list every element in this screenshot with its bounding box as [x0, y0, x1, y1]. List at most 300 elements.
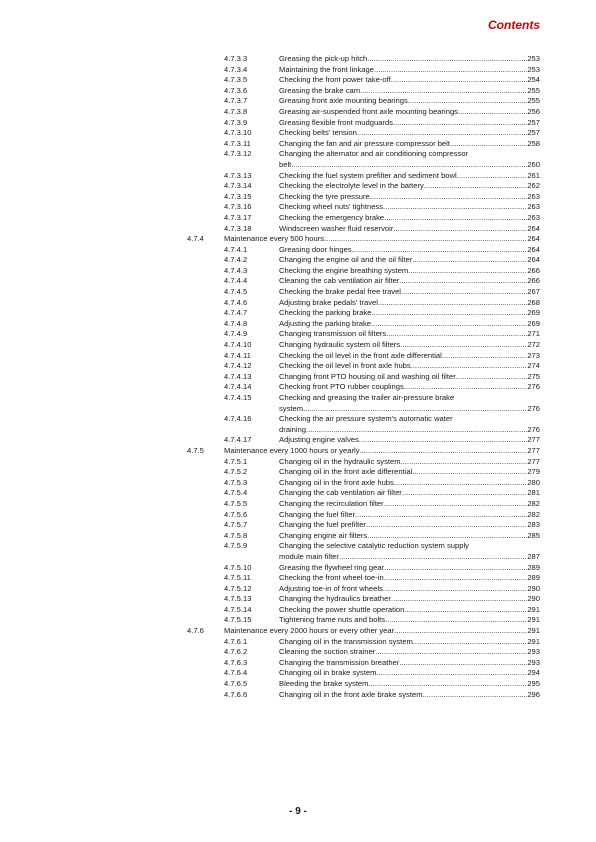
toc-entry-number: 4.7.5.2 — [224, 467, 248, 477]
toc-entry-number: 4.7.3.12 — [224, 149, 252, 159]
toc-entry-title-block — [279, 340, 540, 351]
toc-entry-page: 266 — [527, 276, 540, 286]
toc-entry[interactable] — [0, 149, 596, 170]
toc-entry-title: Changing oil in the front axle brake system — [279, 689, 423, 699]
toc-entry-title: Checking wheel nuts' tightness — [279, 202, 384, 212]
toc-entry-page: 291 — [527, 604, 540, 614]
dot-leader — [366, 520, 527, 531]
toc-entry-number: 4.7.5.13 — [224, 594, 252, 604]
toc-entry-title: Changing oil in the front axle hubs — [279, 477, 394, 487]
toc-entry-title-block — [279, 457, 540, 468]
toc-entry-leader-line — [279, 54, 540, 65]
toc-entry-title: Adjusting toe-in of front wheels — [279, 583, 383, 593]
toc-entry-title-block — [279, 287, 540, 298]
toc-entry-number: 4.7.5.7 — [224, 520, 248, 530]
toc-entry[interactable] — [0, 192, 596, 203]
toc-entry-leader-line — [279, 573, 540, 584]
toc-entry-page: 291 — [527, 636, 540, 646]
toc-entry-title: Maintenance every 2000 hours or every other year — [224, 626, 395, 636]
toc-entry-leader-line — [279, 425, 540, 436]
toc-entry-number: 4.7.4.11 — [224, 350, 251, 360]
toc-entry-page: 274 — [527, 361, 540, 371]
dot-leader — [424, 181, 528, 192]
toc-entry[interactable] — [0, 213, 596, 224]
toc-entry-number: 4.7.5.4 — [224, 488, 248, 498]
toc-entry-leader-line — [279, 171, 540, 182]
toc-entry-leader-line — [279, 382, 540, 393]
dot-leader — [394, 626, 527, 637]
toc-section-entry[interactable] — [0, 626, 596, 637]
toc-entry[interactable] — [0, 86, 596, 97]
toc-entry-title-block — [279, 75, 540, 86]
dot-leader — [391, 75, 528, 86]
toc-entry[interactable] — [0, 584, 596, 595]
toc-entry-page: 268 — [527, 297, 540, 307]
dot-leader — [408, 266, 527, 277]
toc-entry-title-block — [279, 499, 540, 510]
toc-entry-title-block — [279, 647, 540, 658]
toc-entry-title: Changing the cab ventilation air filter — [279, 488, 402, 498]
dot-leader — [391, 594, 527, 605]
toc-entry-leader-line — [279, 605, 540, 616]
toc-entry-page: 290 — [527, 594, 540, 604]
toc-entry[interactable] — [0, 276, 596, 287]
toc-entry-title-block — [279, 668, 540, 679]
toc-entry-title: Windscreen washer fluid reservoir — [279, 223, 394, 233]
toc-entry-title: Checking the oil level in the front axle differential — [279, 350, 442, 360]
toc-entry-number: 4.7.5.10 — [224, 562, 252, 572]
toc-entry-number: 4.7.4.17 — [224, 435, 252, 445]
toc-entry[interactable] — [0, 171, 596, 182]
toc-entry-title: Checking front PTO rubber couplings — [279, 382, 404, 392]
toc-entry-number: 4.7.4.9 — [224, 329, 248, 339]
dot-leader — [442, 351, 528, 362]
dot-leader — [393, 118, 527, 129]
toc-entry-title-block — [279, 372, 540, 383]
toc-entry-number: 4.7.6.2 — [224, 647, 248, 657]
toc-entry[interactable] — [0, 435, 596, 446]
toc-entry-title: Checking the air pressure system's automatic water — [279, 414, 453, 424]
toc-entry[interactable] — [0, 128, 596, 139]
dot-leader — [352, 245, 528, 256]
toc-entry[interactable] — [0, 54, 596, 65]
toc-entry-title: Maintenance every 1000 hours or yearly — [224, 445, 360, 455]
dot-leader — [367, 54, 527, 65]
toc-entry-page: 261 — [527, 170, 540, 180]
toc-entry-number: 4.7.4.6 — [224, 297, 248, 307]
toc-entry-title-block — [279, 520, 540, 531]
toc-entry-number: 4.7.6.4 — [224, 668, 248, 678]
toc-entry[interactable] — [0, 266, 596, 277]
toc-entry-leader-line — [279, 192, 540, 203]
dot-leader — [385, 615, 527, 626]
toc-entry-title-block — [279, 382, 540, 393]
toc-entry-title: Changing oil in the hydraulic system — [279, 456, 401, 466]
toc-entry-title-block — [279, 435, 540, 446]
toc-entry-leader-line — [279, 65, 540, 76]
toc-entry-title-block — [279, 584, 540, 595]
toc-entry[interactable] — [0, 605, 596, 616]
toc-section-entry[interactable] — [0, 446, 596, 457]
toc-entry-page: 281 — [527, 488, 540, 498]
toc-entry-number: 4.7.3.7 — [224, 96, 248, 106]
dot-leader — [386, 329, 527, 340]
toc-entry-leader-line — [279, 351, 540, 362]
toc-entry-number: 4.7.3.17 — [224, 212, 252, 222]
toc-entry-title: Greasing the brake cam — [279, 85, 361, 95]
toc-entry-page: 289 — [527, 573, 540, 583]
toc-entry-title: Checking the oil level in front axle hubs — [279, 361, 411, 371]
toc-entry-leader-line — [279, 510, 540, 521]
toc-entry-title: Greasing front axle mounting bearings — [279, 96, 408, 106]
toc-entry-title-block — [279, 531, 540, 542]
toc-entry-title: Checking the emergency brake — [279, 212, 385, 222]
toc-entry-number: 4.7.3.15 — [224, 191, 252, 201]
toc-entry-number: 4.7.5.14 — [224, 604, 252, 614]
toc-entry-leader-line — [279, 361, 540, 372]
toc-entry-title: Checking the front power take-off — [279, 75, 391, 85]
toc-entry-page: 273 — [527, 350, 540, 360]
toc-entry[interactable] — [0, 139, 596, 150]
toc-entry-number: 4.7.4.12 — [224, 361, 252, 371]
toc-entry-title: Greasing the pick-up hitch — [279, 54, 368, 63]
dot-leader — [303, 404, 527, 415]
toc-entry-page: 255 — [527, 85, 540, 95]
toc-entry-page: 277 — [527, 445, 540, 455]
toc-entry[interactable] — [0, 245, 596, 256]
toc-entry[interactable] — [0, 457, 596, 468]
toc-entry-page: 279 — [527, 467, 540, 477]
toc-entry-title: Checking and greasing the trailer air-pressure brake — [279, 393, 455, 402]
toc-entry-title: Maintenance every 500 hours — [224, 234, 325, 244]
toc-entry-number: 4.7.3.18 — [224, 223, 252, 233]
toc-entry[interactable] — [0, 393, 596, 414]
toc-entry-title-block — [279, 615, 540, 626]
toc-entry[interactable] — [0, 414, 596, 435]
dot-leader — [369, 679, 528, 690]
toc-entry-number: 4.7.4.14 — [224, 382, 252, 392]
toc-entry[interactable] — [0, 181, 596, 192]
toc-section-entry[interactable] — [0, 234, 596, 245]
toc-entry-title-block — [279, 510, 540, 521]
dot-leader — [384, 573, 528, 584]
toc-entry-page: 253 — [527, 54, 540, 63]
toc-entry-page: 296 — [527, 689, 540, 699]
toc-entry[interactable] — [0, 679, 596, 690]
dot-leader — [360, 86, 527, 97]
toc-entry-title-block — [279, 308, 540, 319]
dot-leader — [371, 308, 527, 319]
toc-entry[interactable] — [0, 690, 596, 701]
dot-leader — [384, 563, 527, 574]
toc-entry[interactable] — [0, 382, 596, 393]
dot-leader — [423, 690, 528, 701]
toc-entry-leader-line — [279, 202, 540, 213]
toc-entry[interactable] — [0, 647, 596, 658]
toc-entry-leader-line — [279, 96, 540, 107]
toc-entry-number: 4.7.3.14 — [224, 181, 252, 191]
dot-leader — [339, 552, 527, 563]
toc-entry-leader-line — [279, 329, 540, 340]
dot-leader — [399, 276, 527, 287]
toc-entry[interactable] — [0, 65, 596, 76]
toc-entry-title: module main filter — [279, 551, 339, 561]
toc-entry-number: 4.7.4.15 — [224, 393, 252, 402]
toc-entry-number: 4.7.4.10 — [224, 340, 252, 350]
dot-leader — [383, 202, 527, 213]
toc-entry-page: 275 — [527, 371, 540, 381]
toc-entry-page: 291 — [527, 626, 540, 636]
toc-entry-number: 4.7.3.3 — [224, 54, 248, 63]
toc-entry-title-block — [279, 467, 540, 478]
toc-entry[interactable] — [0, 224, 596, 235]
toc-entry-page: 260 — [527, 159, 540, 169]
dot-leader — [378, 298, 527, 309]
toc-entry[interactable] — [0, 668, 596, 679]
toc-entry[interactable] — [0, 541, 596, 562]
toc-entry-title: Maintaining the front linkage — [279, 64, 374, 74]
dot-leader — [394, 478, 528, 489]
toc-entry-page: 263 — [527, 212, 540, 222]
toc-entry-title: Checking the engine breathing system — [279, 265, 409, 275]
toc-entry-page: 280 — [527, 477, 540, 487]
toc-entry-page: 254 — [527, 75, 540, 85]
toc-entry[interactable] — [0, 107, 596, 118]
toc-entry[interactable] — [0, 329, 596, 340]
toc-entry-title-block — [279, 149, 540, 170]
toc-entry-title-block — [279, 245, 540, 256]
toc-entry-title-block — [279, 690, 540, 701]
toc-entry-page: 255 — [527, 96, 540, 106]
toc-entry-title-block — [224, 626, 540, 637]
dot-leader — [399, 658, 527, 669]
toc-entry[interactable] — [0, 298, 596, 309]
toc-entry-title-block — [279, 605, 540, 616]
toc-entry-page: 285 — [527, 530, 540, 540]
toc-entry-page: 269 — [527, 308, 540, 318]
toc-entry-leader-line — [279, 615, 540, 626]
toc-entry-title-block — [279, 351, 540, 362]
dot-leader — [359, 435, 528, 446]
toc-entry-title: draining — [279, 424, 307, 434]
toc-entry-leader-line — [224, 234, 540, 245]
dot-leader — [412, 467, 527, 478]
dot-leader — [408, 96, 528, 107]
toc-entry[interactable] — [0, 531, 596, 542]
toc-entry-leader-line — [279, 118, 540, 129]
toc-entry-title-block — [279, 414, 540, 435]
toc-entry-title: Changing the hydraulics breather — [279, 594, 391, 604]
toc-entry-title-block — [224, 234, 540, 245]
toc-entry-leader-line — [279, 668, 540, 679]
dot-leader — [404, 605, 527, 616]
toc-entry-title-block — [279, 181, 540, 192]
toc-entry-page: 277 — [527, 456, 540, 466]
toc-entry-leader-line — [279, 499, 540, 510]
toc-entry-title-block — [279, 594, 540, 605]
toc-entry-title: Changing oil in brake system — [279, 668, 377, 678]
toc-entry-leader-line — [279, 478, 540, 489]
toc-entry-number: 4.7.4.13 — [224, 371, 252, 381]
toc-entry-leader-line — [279, 319, 540, 330]
toc-entry-leader-line — [279, 531, 540, 542]
toc-entry-title: Changing the selective catalytic reduction system supply — [279, 541, 469, 551]
toc-entry-title: belt — [279, 159, 292, 169]
dot-leader — [400, 340, 527, 351]
toc-entry[interactable] — [0, 573, 596, 584]
toc-entry-number: 4.7.3.5 — [224, 75, 248, 85]
dot-leader — [411, 361, 528, 372]
toc-entry[interactable] — [0, 520, 596, 531]
toc-entry-number: 4.7.6 — [187, 626, 204, 636]
dot-leader — [324, 234, 527, 245]
dot-leader — [401, 287, 527, 298]
toc-entry-leader-line — [279, 308, 540, 319]
toc-entry-page: 276 — [527, 403, 540, 413]
toc-entry-title: Greasing air-suspended front axle mounting bearings — [279, 106, 458, 116]
toc-entry-title: Checking the parking brake — [279, 308, 372, 318]
dot-leader — [370, 192, 528, 203]
toc-entry-title-block — [279, 541, 540, 562]
toc-entry-number: 4.7.5.3 — [224, 477, 248, 487]
toc-entry-page: 266 — [527, 265, 540, 275]
toc-entry[interactable] — [0, 202, 596, 213]
toc-entry[interactable] — [0, 467, 596, 478]
toc-entry-title: Changing the recirculation filter — [279, 498, 384, 508]
toc-entry-leader-line — [224, 626, 540, 637]
toc-entry-title-block — [279, 255, 540, 266]
toc-entry-page: 262 — [527, 181, 540, 191]
toc-entry[interactable] — [0, 351, 596, 362]
toc-entry-title-block — [279, 658, 540, 669]
toc-entry-leader-line — [279, 563, 540, 574]
toc-entry-page: 283 — [527, 520, 540, 530]
toc-entry-title: Checking the tyre pressure — [279, 191, 370, 201]
toc-entry-page: 282 — [527, 498, 540, 508]
toc-entry-leader-line — [279, 584, 540, 595]
toc-entry-title: Changing the fuel prefilter — [279, 520, 366, 530]
dot-leader — [458, 107, 527, 118]
toc-entry-number: 4.7.3.11 — [224, 138, 251, 148]
toc-entry[interactable] — [0, 118, 596, 129]
dot-leader — [384, 213, 527, 224]
toc-entry-title: Checking the power shuttle operation — [279, 604, 405, 614]
dot-leader — [413, 637, 528, 648]
dot-leader — [360, 446, 528, 457]
toc-entry-title-block — [279, 573, 540, 584]
toc-entry[interactable] — [0, 499, 596, 510]
dot-leader — [401, 457, 528, 468]
toc-entry-title: Changing front PTO housing oil and washing oil filter — [279, 371, 456, 381]
dot-leader — [367, 531, 527, 542]
toc-entry-page: 256 — [527, 106, 540, 116]
toc-entry-title-block — [279, 118, 540, 129]
toc-entry-page: 295 — [527, 679, 540, 689]
toc-entry-page: 289 — [527, 562, 540, 572]
toc-entry[interactable] — [0, 308, 596, 319]
toc-entry[interactable] — [0, 478, 596, 489]
toc-entry[interactable] — [0, 615, 596, 626]
dot-leader — [374, 65, 527, 76]
toc-entry-number: 4.7.5.6 — [224, 509, 248, 519]
toc-entry[interactable] — [0, 637, 596, 648]
dot-leader — [384, 499, 528, 510]
toc-entry-leader-line — [279, 75, 540, 86]
toc-entry-title-block — [279, 488, 540, 499]
toc-entry-page: 264 — [527, 234, 540, 244]
page-header-title: Contents — [488, 18, 540, 32]
toc-entry[interactable] — [0, 372, 596, 383]
toc-entry-title-block — [279, 637, 540, 648]
toc-entry-title: Greasing the flywheel ring gear — [279, 562, 385, 572]
toc-entry[interactable] — [0, 658, 596, 669]
toc-entry-title: Changing engine air filters — [279, 530, 368, 540]
toc-entry-leader-line — [279, 86, 540, 97]
toc-entry-title: Changing oil in the front axle differential — [279, 467, 413, 477]
toc-entry-title-block — [279, 213, 540, 224]
toc-entry[interactable] — [0, 75, 596, 86]
toc-entry[interactable] — [0, 361, 596, 372]
toc-entry-leader-line — [279, 404, 540, 415]
toc-entry-title: Greasing door hinges — [279, 244, 352, 254]
toc-entry-page: 263 — [527, 191, 540, 201]
toc-entry-number: 4.7.6.1 — [224, 636, 248, 646]
toc-entry-leader-line — [279, 594, 540, 605]
toc-entry-leader-line — [279, 690, 540, 701]
toc-entry-number: 4.7.3.8 — [224, 106, 248, 116]
toc-entry-number: 4.7.3.16 — [224, 202, 252, 212]
toc-entry-number: 4.7.5 — [187, 445, 204, 455]
toc-entry-page: 271 — [527, 329, 540, 339]
table-of-contents — [0, 54, 596, 700]
toc-entry[interactable] — [0, 594, 596, 605]
toc-entry-number: 4.7.4 — [187, 234, 204, 244]
toc-entry-number: 4.7.5.8 — [224, 530, 248, 540]
toc-entry-title: Adjusting brake pedals' travel — [279, 297, 378, 307]
toc-entry-title-block — [279, 86, 540, 97]
toc-entry-title: Greasing flexible front mudguards — [279, 117, 393, 127]
toc-entry-page: 290 — [527, 583, 540, 593]
toc-entry-leader-line — [279, 435, 540, 446]
toc-entry-page: 287 — [527, 551, 540, 561]
toc-entry[interactable] — [0, 563, 596, 574]
toc-entry-title: Changing the engine oil and the oil filter — [279, 255, 413, 265]
toc-entry-page: 253 — [527, 64, 540, 74]
dot-leader — [450, 139, 527, 150]
toc-entry-leader-line — [279, 372, 540, 383]
toc-entry[interactable] — [0, 510, 596, 521]
toc-entry-leader-line — [279, 128, 540, 139]
toc-entry-number: 4.7.5.12 — [224, 583, 252, 593]
toc-entry-leader-line — [279, 658, 540, 669]
toc-entry[interactable] — [0, 287, 596, 298]
toc-entry-page: 277 — [527, 435, 540, 445]
toc-entry[interactable] — [0, 96, 596, 107]
toc-entry-page: 272 — [527, 340, 540, 350]
toc-entry-page: 263 — [527, 202, 540, 212]
toc-entry-page: 264 — [527, 244, 540, 254]
toc-entry[interactable] — [0, 340, 596, 351]
toc-entry[interactable] — [0, 319, 596, 330]
dot-leader — [404, 382, 528, 393]
toc-entry-title: Checking the front wheel toe-in — [279, 573, 384, 583]
toc-entry-page: 264 — [527, 255, 540, 265]
toc-entry[interactable] — [0, 488, 596, 499]
toc-entry-page: 257 — [527, 117, 540, 127]
toc-entry-title: Changing the fan and air pressure compressor belt — [279, 138, 450, 148]
toc-entry[interactable] — [0, 255, 596, 266]
dot-leader — [456, 372, 528, 383]
